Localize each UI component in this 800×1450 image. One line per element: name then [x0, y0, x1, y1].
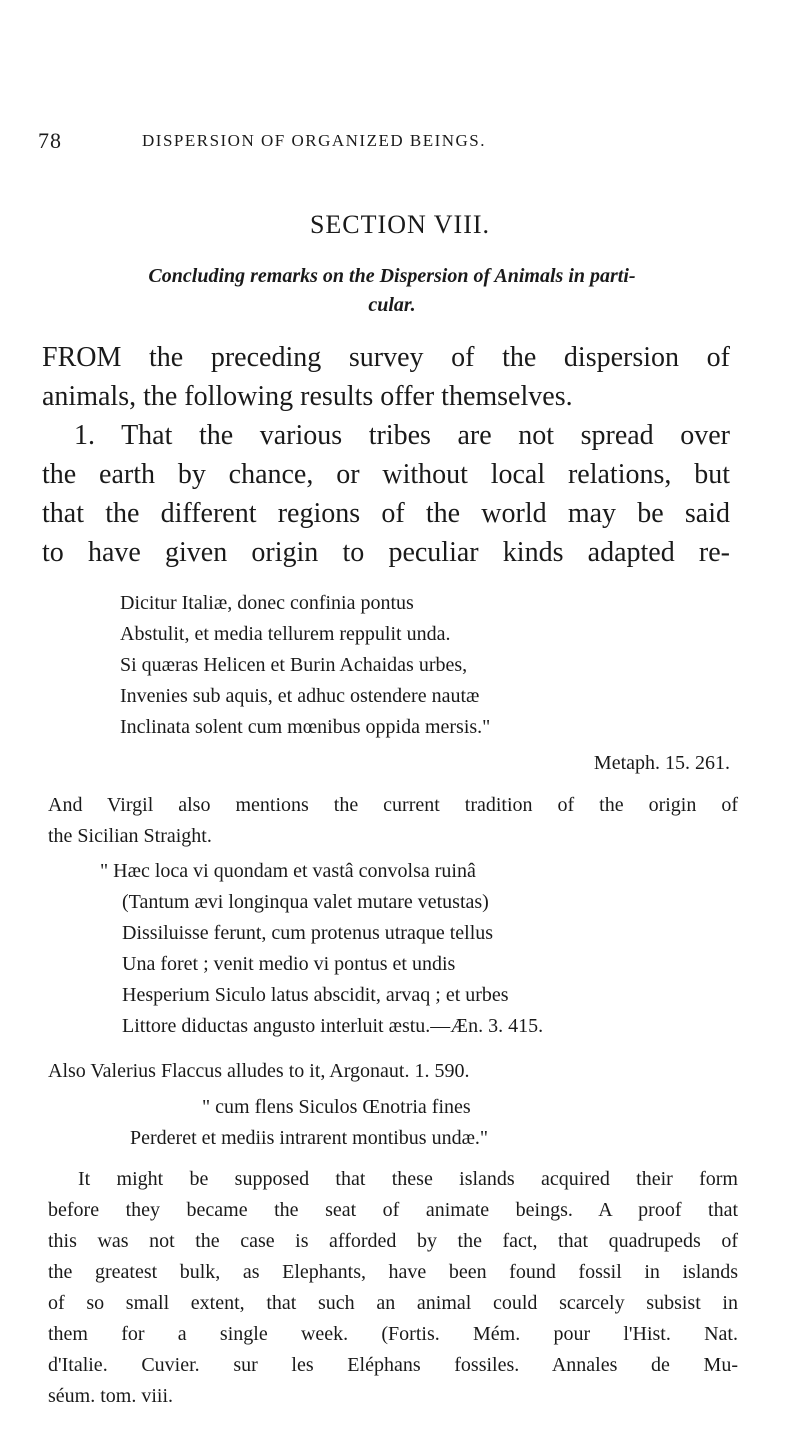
virgil-intro: [48, 790, 738, 852]
text-line: It might be supposed that these islands acquired their form: [78, 1168, 738, 1190]
ovid-verse: [120, 588, 490, 743]
verse-line: " cum flens Siculos Œnotria fines: [202, 1096, 471, 1118]
valerius-verse: [130, 1092, 488, 1154]
text-line: Also Valerius Flaccus alludes to it, Argonaut. 1. 590.: [48, 1060, 470, 1082]
page-number: 78: [38, 128, 62, 153]
point-one-paragraph: [42, 416, 730, 572]
text-line: And Virgil also mentions the current tradition of the origin of: [48, 794, 738, 816]
text-line: 1. That the various tribes are not spread over: [74, 420, 730, 451]
text-line: them for a single week. (Fortis. Mém. pour l'Hist. Nat.: [48, 1323, 738, 1345]
verse-line: (Tantum ævi longinqua valet mutare vetustas): [122, 891, 489, 913]
verse-line: Abstulit, et media tellurem reppulit unda.: [120, 623, 451, 645]
text-line: the Sicilian Straight.: [48, 825, 212, 847]
intro-paragraph: [42, 338, 730, 416]
text-line: FROM the preceding survey of the dispersion of: [42, 342, 730, 373]
virgil-verse: [100, 856, 543, 1042]
verse-line: Dicitur Italiæ, donec confinia pontus: [120, 592, 414, 614]
valerius-intro: [48, 1056, 738, 1087]
text-line: the greatest bulk, as Elephants, have been found fossil in islands: [48, 1261, 738, 1283]
verse-line: Inclinata solent cum mœnibus oppida mersis.": [120, 716, 491, 738]
section-subtitle: [42, 262, 742, 320]
verse-line: Invenies sub aquis, et adhuc ostendere nautæ: [120, 685, 480, 707]
text-line: this was not the case is afforded by the fact, that quadrupeds of: [48, 1230, 738, 1252]
text-line: the earth by chance, or without local relations, but: [42, 459, 730, 490]
closing-paragraph: [48, 1164, 738, 1412]
text-line: before they became the seat of animate beings. A proof that: [48, 1199, 738, 1221]
text-line: séum. tom. viii.: [48, 1385, 173, 1407]
verse-line: Una foret ; venit medio vi pontus et undis: [122, 953, 456, 975]
verse-line: Perderet et mediis intrarent montibus undæ.": [130, 1127, 489, 1149]
section-title: SECTION VIII.: [309, 210, 491, 239]
page-header: [38, 128, 758, 158]
text-line: that the different regions of the world may be said: [42, 498, 730, 529]
text-line: d'Italie. Cuvier. sur les Eléphans fossiles. Annales de Mu-: [48, 1354, 738, 1376]
verse-line: " Hæc loca vi quondam et vastâ convolsa ruinâ: [100, 860, 476, 882]
subtitle-line: Concluding remarks on the Dispersion of Animals in parti-: [148, 265, 636, 287]
verse-line: Si quæras Helicen et Burin Achaidas urbes,: [120, 654, 468, 676]
verse-line: Dissiluisse ferunt, cum protenus utraque tellus: [122, 922, 494, 944]
running-title: DISPERSION OF ORGANIZED BEINGS.: [142, 131, 487, 150]
verse-line: Hesperium Siculo latus abscidit, arvaq ; et urbes: [122, 984, 509, 1006]
ovid-citation: Metaph. 15. 261.: [593, 752, 730, 774]
text-line: to have given origin to peculiar kinds adapted re-: [42, 537, 730, 568]
subtitle-line: cular.: [368, 294, 416, 316]
text-line: of so small extent, that such an animal could scarcely subsist in: [48, 1292, 738, 1314]
text-line: animals, the following results offer themselves.: [42, 381, 573, 412]
verse-line: Littore diductas angusto interluit æstu.—Æn. 3. 415.: [122, 1015, 544, 1037]
